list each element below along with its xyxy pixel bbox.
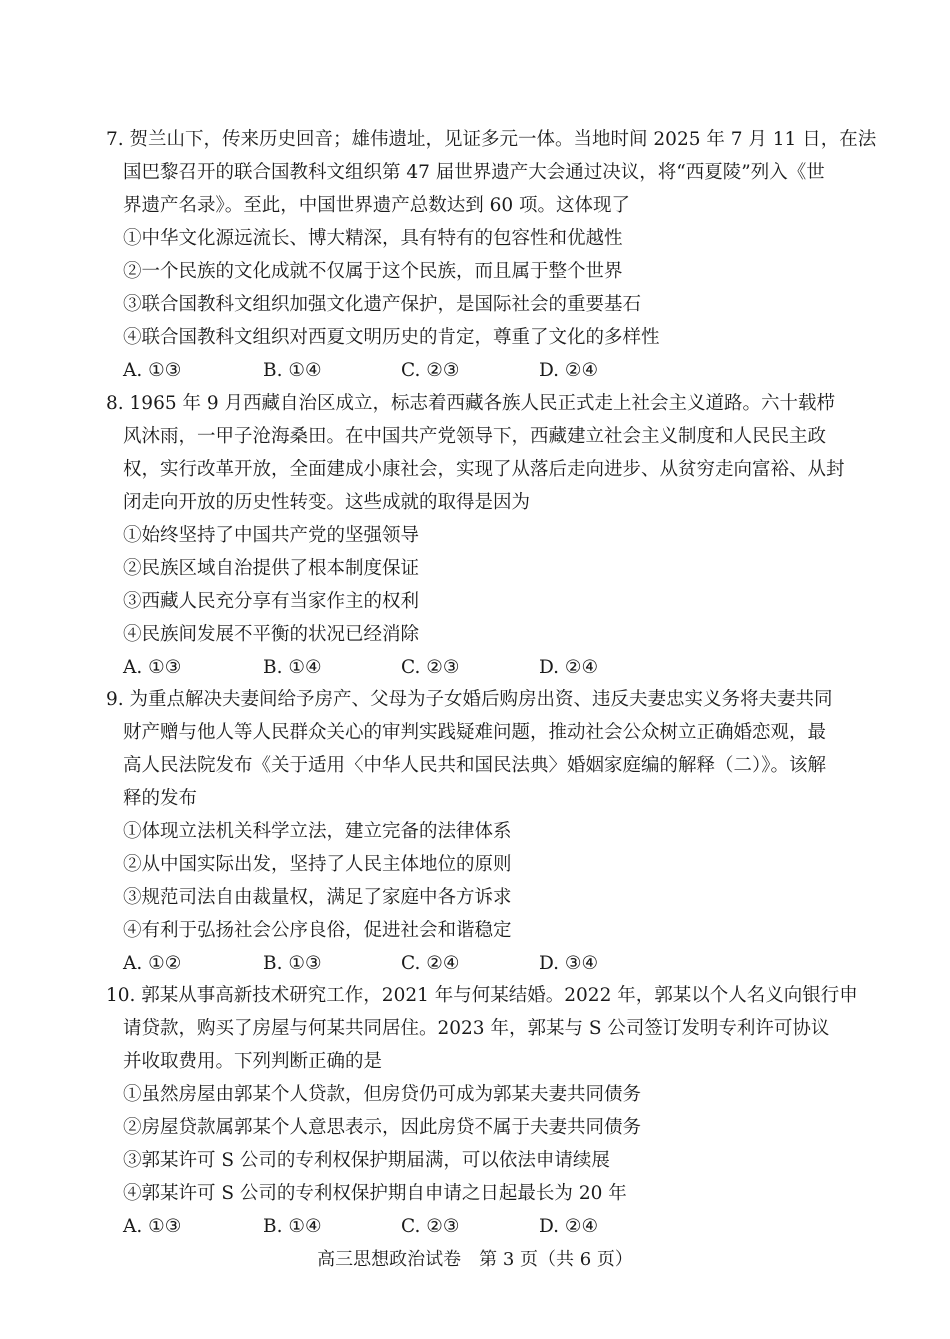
q10-option-2: ②房屋贷款属郭某个人意思表示，因此房贷不属于夫妻共同债务 <box>123 1117 642 1138</box>
q10-choice-d[interactable]: D. ②④ <box>539 1216 599 1237</box>
q10-stem-line-2: 请贷款，购买了房屋与何某共同居住。2023 年，郭某与 S 公司签订发明专利许可协议 <box>123 1018 830 1039</box>
q9-stem-line-2: 财产赠与他人等人民群众关心的审判实践疑难问题，推动社会公众树立正确婚恋观，最 <box>123 722 827 743</box>
q9-choice-c[interactable]: C. ②④ <box>401 953 460 974</box>
q7-choice-b[interactable]: B. ①④ <box>263 360 322 381</box>
q10-option-4: ④郭某许可 S 公司的专利权保护期自申请之日起最长为 20 年 <box>123 1183 627 1204</box>
q10-option-3: ③郭某许可 S 公司的专利权保护期届满，可以依法申请续展 <box>123 1150 610 1171</box>
q7-option-1: ①中华文化源远流长、博大精深，具有特有的包容性和优越性 <box>123 228 623 249</box>
q9-choice-b[interactable]: B. ①③ <box>263 953 322 974</box>
q9-option-2: ②从中国实际出发，坚持了人民主体地位的原则 <box>123 854 512 875</box>
q10-choice-c[interactable]: C. ②③ <box>401 1216 460 1237</box>
q7-option-4: ④联合国教科文组织对西夏文明历史的肯定，尊重了文化的多样性 <box>123 327 660 348</box>
q10-choice-a[interactable]: A. ①③ <box>123 1216 182 1237</box>
q10-option-1: ①虽然房屋由郭某个人贷款，但房贷仍可成为郭某夫妻共同债务 <box>123 1084 642 1105</box>
q10-choice-b[interactable]: B. ①④ <box>263 1216 322 1237</box>
page-footer: 高三思想政治试卷 第 3 页（共 6 页） <box>317 1249 633 1270</box>
q8-stem-line-2: 风沐雨，一甲子沧海桑田。在中国共产党领导下，西藏建立社会主义制度和人民民主政 <box>123 426 827 447</box>
q7-stem-line-1: 7. 贺兰山下，传来历史回音；雄伟遗址，见证多元一体。当地时间 2025 年 7 月 11 日，在法 <box>106 129 877 150</box>
q8-option-3: ③西藏人民充分享有当家作主的权利 <box>123 591 420 612</box>
q9-stem-line-3: 高人民法院发布《关于适用〈中华人民共和国民法典〉婚姻家庭编的解释（二）》。该解 <box>123 755 827 776</box>
q8-stem-line-4: 闭走向开放的历史性转变。这些成就的取得是因为 <box>123 492 531 513</box>
q7-stem-line-2: 国巴黎召开的联合国教科文组织第 47 届世界遗产大会通过决议，将“西夏陵”列入《世 <box>123 162 825 183</box>
q8-option-4: ④民族间发展不平衡的状况已经消除 <box>123 624 420 645</box>
q9-option-3: ③规范司法自由裁量权，满足了家庭中各方诉求 <box>123 887 512 908</box>
q8-stem-line-3: 权，实行改革开放，全面建成小康社会，实现了从落后走向进步、从贫穷走向富裕、从封 <box>123 459 845 480</box>
q10-stem-line-3: 并收取费用。下列判断正确的是 <box>123 1051 383 1072</box>
q7-stem-line-3: 界遗产名录》。至此，中国世界遗产总数达到 60 项。这体现了 <box>123 195 631 216</box>
q8-option-2: ②民族区域自治提供了根本制度保证 <box>123 558 420 579</box>
q9-choice-d[interactable]: D. ③④ <box>539 953 599 974</box>
q8-stem-line-1: 8. 1965 年 9 月西藏自治区成立，标志着西藏各族人民正式走上社会主义道路。六十载栉 <box>106 393 836 414</box>
q8-choice-c[interactable]: C. ②③ <box>401 657 460 678</box>
q7-choice-d[interactable]: D. ②④ <box>539 360 599 381</box>
q7-choice-a[interactable]: A. ①③ <box>123 360 182 381</box>
q8-choice-d[interactable]: D. ②④ <box>539 657 599 678</box>
q7-option-3: ③联合国教科文组织加强文化遗产保护，是国际社会的重要基石 <box>123 294 642 315</box>
q8-option-1: ①始终坚持了中国共产党的坚强领导 <box>123 525 420 546</box>
q10-stem-line-1: 10. 郭某从事高新技术研究工作，2021 年与何某结婚。2022 年，郭某以个人名义向银行申 <box>106 985 858 1006</box>
q7-option-2: ②一个民族的文化成就不仅属于这个民族，而且属于整个世界 <box>123 261 623 282</box>
q8-choice-a[interactable]: A. ①③ <box>123 657 182 678</box>
q7-choice-c[interactable]: C. ②③ <box>401 360 460 381</box>
q9-stem-line-4: 释的发布 <box>123 788 198 809</box>
q9-choice-a[interactable]: A. ①② <box>123 953 182 974</box>
q9-stem-line-1: 9. 为重点解决夫妻间给予房产、父母为子女婚后购房出资、违反夫妻忠实义务将夫妻共同 <box>106 689 833 710</box>
q9-option-1: ①体现立法机关科学立法，建立完备的法律体系 <box>123 821 512 842</box>
q9-option-4: ④有利于弘扬社会公序良俗，促进社会和谐稳定 <box>123 920 512 941</box>
q8-choice-b[interactable]: B. ①④ <box>263 657 322 678</box>
